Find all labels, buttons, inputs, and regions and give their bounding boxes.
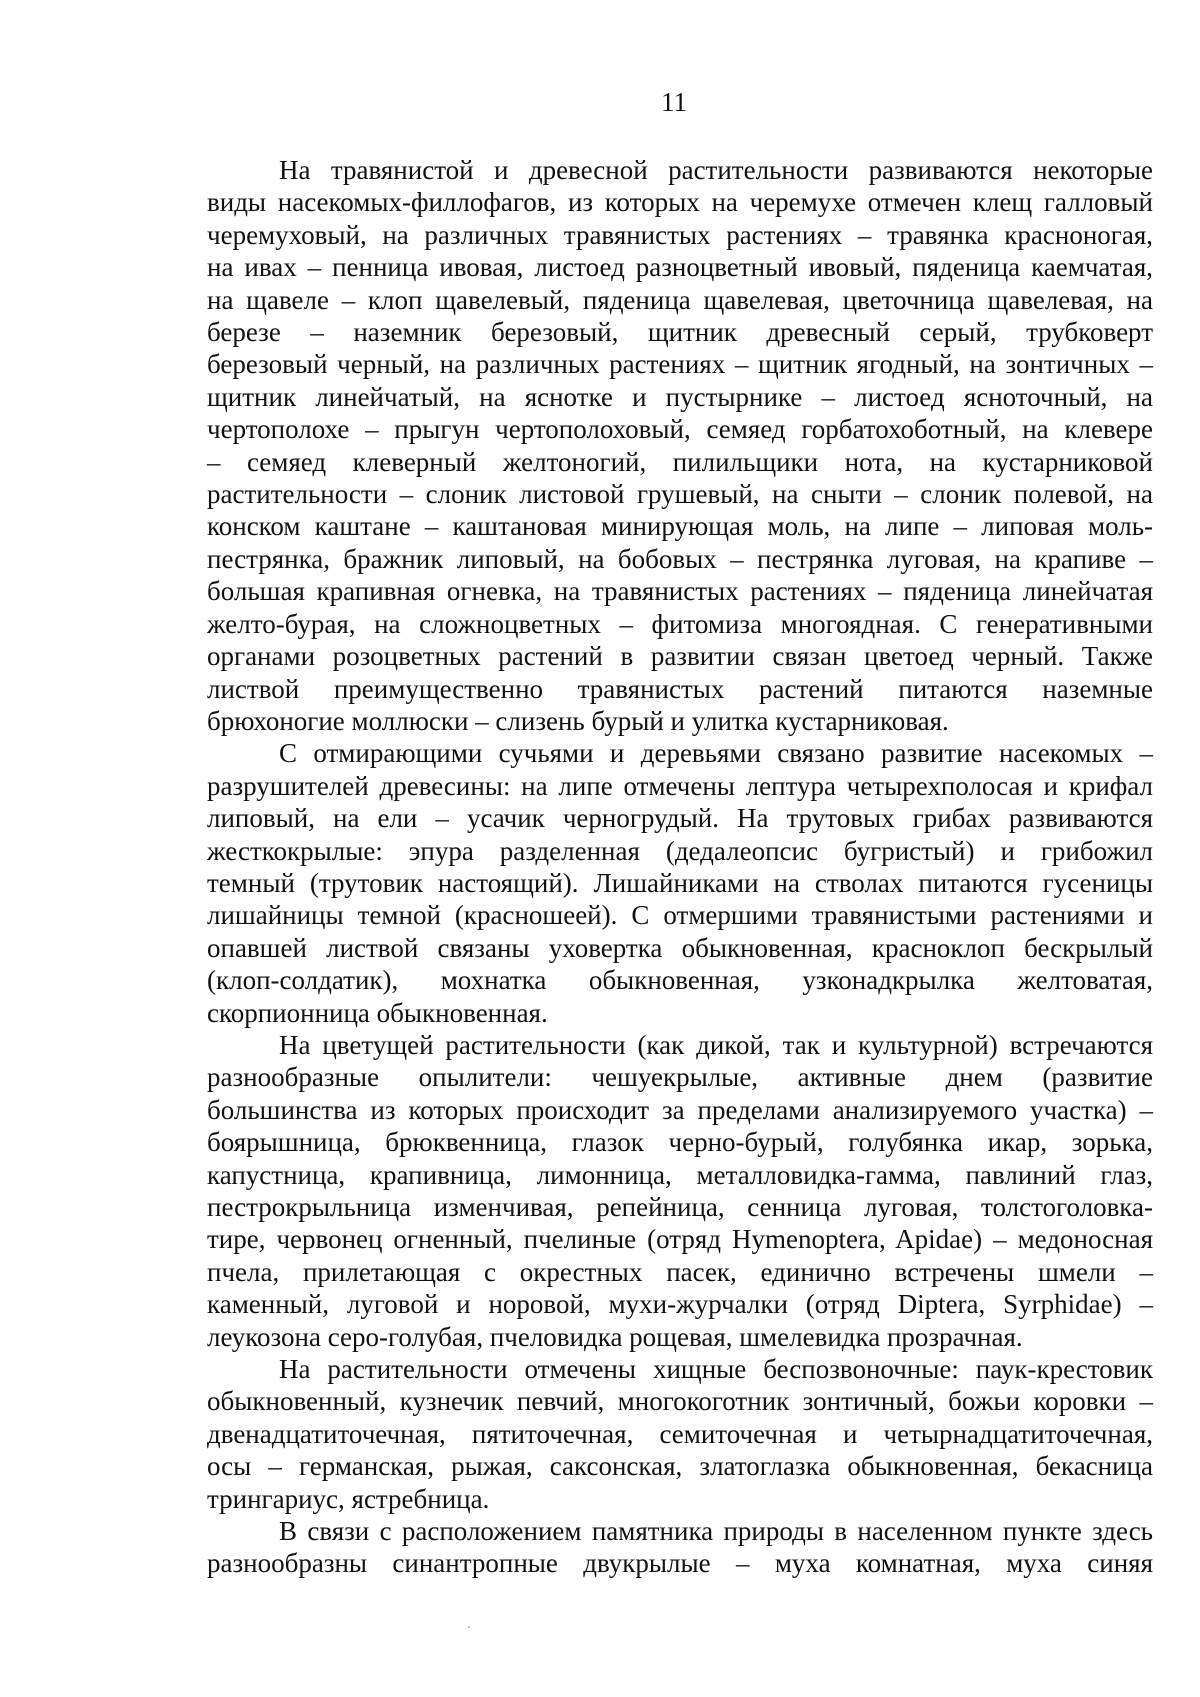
text-line: На травянистой и древесной растительности развиваются некоторые — [279, 155, 1153, 185]
text-line: березовый черный, на различных растениях – щитник ягодный, на зонтичных – — [207, 349, 1153, 380]
text-line: черемуховый, на различных травянистых растениях – травянка красноногая, — [207, 219, 1153, 250]
text-line: разрушителей древесины: на липе отмечены лептура четырехполосая и крифал — [207, 770, 1153, 801]
text-line: тире, червонец огненный, пчелиные (отряд Hymenoptera, Apidae) – медоносная — [207, 1224, 1153, 1255]
text-line: жесткокрылые: эпура разделенная (дедалеопсис бугристый) и грибожил — [207, 835, 1153, 866]
text-line: В связи с расположением памятника природы в населенном пункте здесь — [279, 1516, 1153, 1547]
text-line: чертополохе – прыгун чертополоховый, семяед горбатохоботный, на клевере — [207, 414, 1153, 445]
text-line: разнообразные опылители: чешуекрылые, активные днем (развитие — [207, 1062, 1153, 1093]
text-line: березе – наземник березовый, щитник древесный серый, трубковерт — [207, 317, 1153, 348]
text-line: большинства из которых происходит за пределами анализируемого участка) – — [207, 1094, 1153, 1125]
text-line: органами розоцветных растений в развитии связан цветоед черный. Также — [207, 641, 1153, 672]
text-line: пчела, прилетающая с окрестных пасек, единично встречены шмели – — [207, 1256, 1153, 1287]
scan-artifact — [468, 1626, 470, 1628]
text-line: На цветущей растительности (как дикой, так и культурной) встречаются — [279, 1029, 1153, 1060]
paragraph-predators — [207, 1353, 1153, 1515]
text-line: капустница, крапивница, лимонница, металловидка-гамма, павлиний глаз, — [207, 1159, 1153, 1190]
text-line: С отмирающими сучьями и деревьями связано развитие насекомых – — [279, 738, 1153, 769]
text-line: пестрокрыльница изменчивая, репейница, сенница луговая, толстоголовка- — [207, 1192, 1153, 1222]
paragraph-synanthropic — [207, 1515, 1153, 1580]
text-line: конском каштане – каштановая минирующая моль, на липе – липовая моль- — [207, 511, 1153, 542]
text-line: На растительности отмечены хищные беспозвоночные: паук-крестовик — [279, 1354, 1153, 1385]
text-line: большая крапивная огневка, на травянистых растениях – пяденица линейчатая — [207, 576, 1153, 607]
text-line: щитник линейчатый, на яснотке и пустырнике – листоед ясноточный, на — [207, 381, 1153, 412]
text-line: каменный, луговой и норовой, мухи-журчалки (отряд Diptera, Syrphidae) – — [207, 1289, 1153, 1320]
text-line: виды насекомых-филлофагов, из которых на черемухе отмечен клещ галловый — [207, 187, 1153, 218]
text-line: (клоп-солдатик), мохнатка обыкновенная, узконадкрылка желтоватая, — [207, 965, 1153, 996]
text-line: липовый, на ели – усачик черногрудый. На трутовых грибах развиваются — [207, 803, 1153, 834]
text-line: желто-бурая, на сложноцветных – фитомиза многоядная. С генеративными — [207, 608, 1153, 639]
text-line: скорпионница обыкновенная. — [207, 997, 548, 1028]
text-line: на ивах – пенница ивовая, листоед разноцветный ивовый, пяденица каемчатая, — [207, 252, 1153, 283]
text-line: обыкновенный, кузнечик певчий, многокоготник зонтичный, божьи коровки – — [207, 1386, 1153, 1417]
paragraph-pollinators — [207, 1029, 1153, 1353]
paragraph-phyllophages — [207, 154, 1153, 737]
text-line: лишайницы темной (красношеей). С отмершими травянистыми растениями и — [207, 900, 1153, 931]
text-line: трингариус, ястребница. — [207, 1483, 490, 1514]
text-line: листвой преимущественно травянистых растений питаются наземные — [207, 673, 1153, 704]
body-text — [207, 154, 1153, 1580]
text-line: опавшей листвой связаны уховертка обыкновенная, красноклоп бескрылый — [207, 932, 1153, 963]
text-line: брюхоногие моллюски – слизень бурый и улитка кустарниковая. — [207, 705, 949, 736]
text-line: разнообразны синантропные двукрылые – муха комнатная, муха синяя — [207, 1548, 1153, 1579]
text-line: темный (трутовик настоящий). Лишайниками на стволах питаются гусеницы — [207, 867, 1153, 898]
text-line: двенадцатиточечная, пятиточечная, семиточечная и четырнадцатиточечная, — [207, 1418, 1153, 1449]
page-number: 11 — [661, 87, 687, 117]
text-line: пестрянка, бражник липовый, на бобовых – пестрянка луговая, на крапиве – — [207, 543, 1153, 574]
text-line: боярышница, брюквенница, глазок черно-бурый, голубянка икар, зорька, — [207, 1127, 1153, 1158]
text-line: на щавеле – клоп щавелевый, пяденица щавелевая, цветочница щавелевая, на — [207, 284, 1153, 315]
text-line: осы – германская, рыжая, саксонская, златоглазка обыкновенная, бекасница — [207, 1451, 1153, 1482]
paragraph-wood-destroyers — [207, 737, 1153, 1029]
text-line: растительности – слоник листовой грушевый, на сныти – слоник полевой, на — [207, 479, 1153, 510]
text-line: леукозона серо-голубая, пчеловидка рощевая, шмелевидка прозрачная. — [207, 1321, 1023, 1352]
text-line: – семяед клеверный желтоногий, пилильщики нота, на кустарниковой — [207, 446, 1153, 477]
